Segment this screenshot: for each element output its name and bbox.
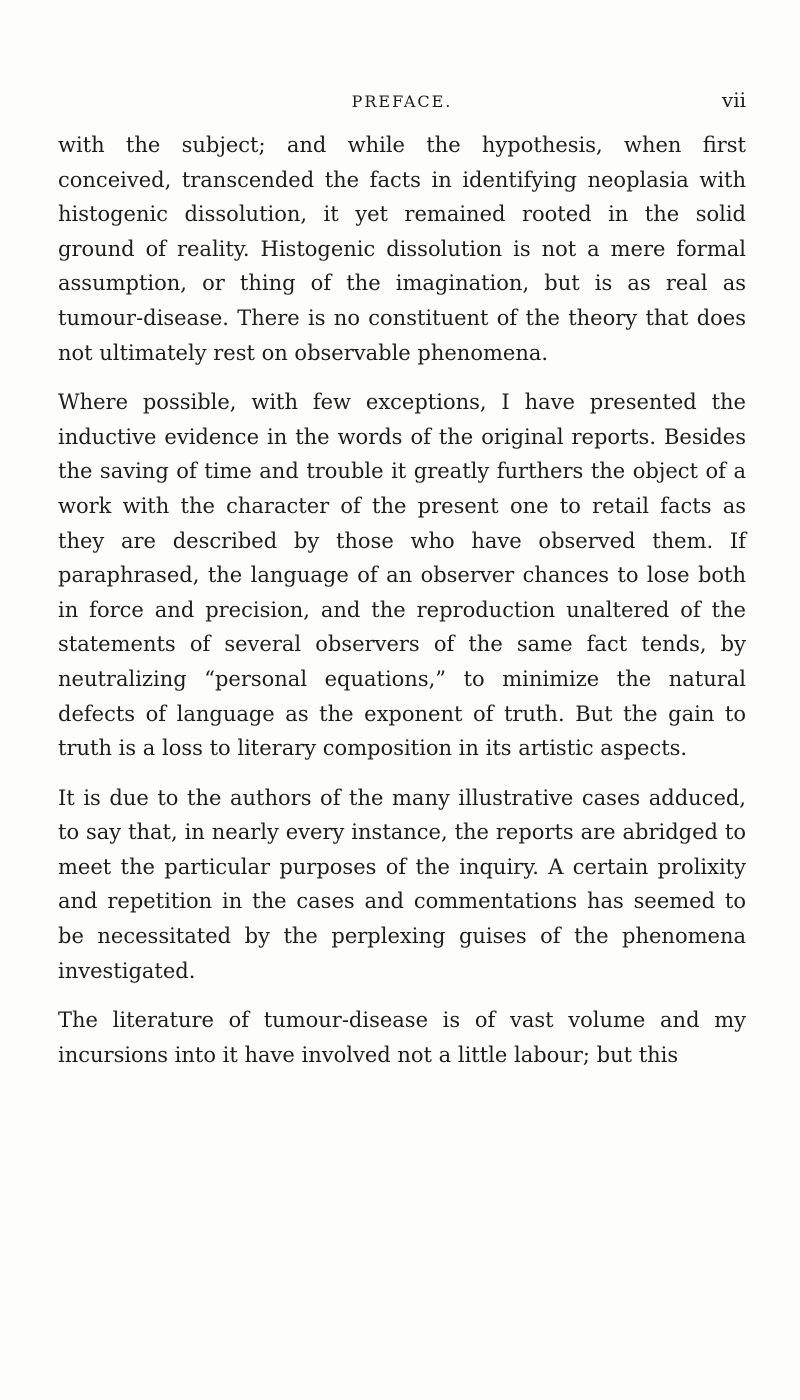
book-page [0, 84, 800, 1400]
paragraph-4: The literature of tumour-disease is of vast volume and my incursions into it have involved not a little labour; but this [58, 1008, 746, 1067]
paragraph-3: It is due to the authors of the many illustrative cases adduced, to say that, in nearly every instance, the reports are abridged to meet the particular purposes of the inquiry. A certain prolixity and repetition in the cases and commentations has seemed to be necessitated by the perplexing guises of the phenomena investigated. [58, 785, 746, 983]
paragraph-2: Where possible, with few exceptions, I have presented the inductive evidence in the words of the original reports. Besides the saving of time and trouble it greatly furthers the object of a work with the character of the present one to retail facts as they are described by those who have observed them. If paraphrased, the language of an observer chances to lose both in force and precision, and the reproduction unaltered of the statements of several observers of the same fact tends, by neutralizing “personal equations,” to minimize the natural defects of language as the exponent of truth. But the gain to truth is a loss to literary composition in its artistic aspects. [58, 390, 746, 761]
paragraph-1: with the subject; and while the hypothesis, when first conceived, transcended the facts in identifying neoplasia with histogenic dissolution, it yet remained rooted in the solid ground of reality. Histogenic dissolution is not a mere formal assumption, or thing of the imagination, but is as real as tumour-disease. There is no constituent of the theory that does not ultimately rest on observable phenomena. [58, 133, 746, 365]
running-head: PREFACE. [351, 92, 453, 111]
body-text [58, 128, 746, 1072]
page-number: vii [721, 88, 746, 112]
page-header [58, 84, 746, 120]
